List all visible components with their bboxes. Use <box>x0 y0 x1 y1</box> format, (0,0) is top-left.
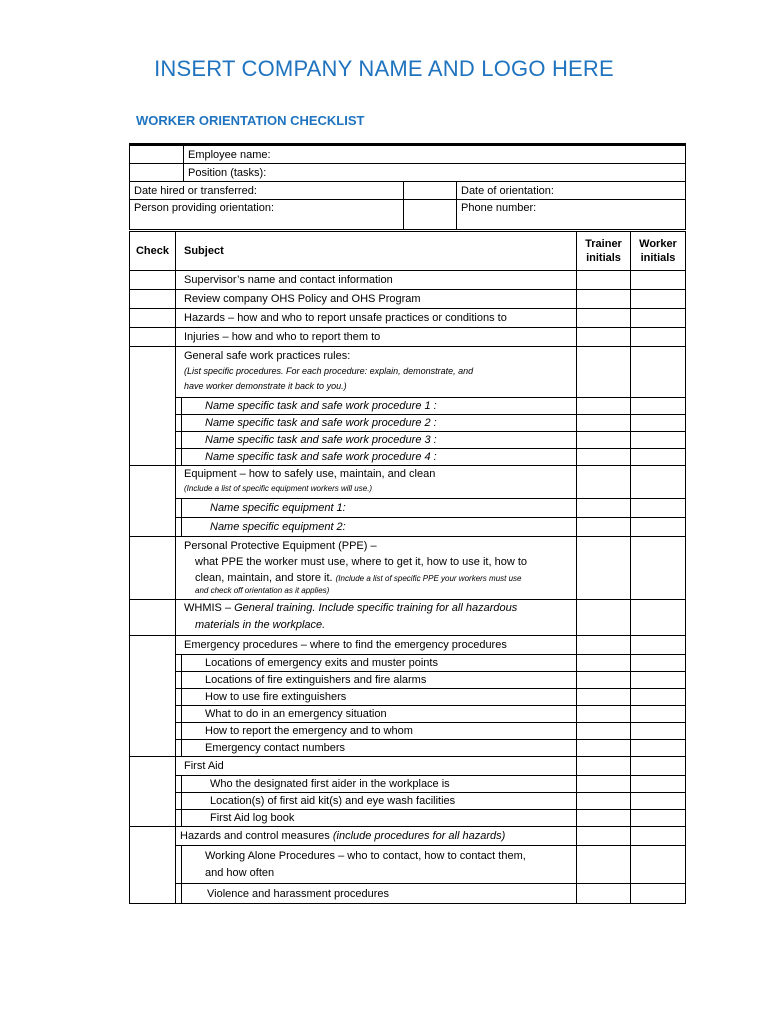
subject-fa-who: Who the designated first aider in the workplace is <box>210 778 450 790</box>
subject-cell <box>176 600 577 636</box>
worker-initials-cell[interactable] <box>631 309 686 328</box>
ppe-note-line2: and check off orientation as it applies) <box>195 586 330 595</box>
worker-initials-cell[interactable] <box>631 415 686 432</box>
trainer-initials-cell[interactable] <box>577 449 631 466</box>
employee-name-field[interactable] <box>184 145 686 164</box>
worker-initials-cell[interactable] <box>631 689 686 706</box>
subject-cell <box>182 518 577 537</box>
subject-cell <box>182 499 577 518</box>
worker-initials-cell[interactable] <box>631 810 686 827</box>
table-row <box>130 415 686 432</box>
table-row <box>130 309 686 328</box>
trainer-initials-cell[interactable] <box>577 655 631 672</box>
trainer-initials-cell[interactable] <box>577 636 631 655</box>
subject-cell <box>182 846 577 884</box>
worker-initials-cell[interactable] <box>631 398 686 415</box>
table-row <box>130 290 686 309</box>
subject-violence: Violence and harassment procedures <box>207 887 390 900</box>
table-row <box>130 723 686 740</box>
subject-cell <box>176 636 577 655</box>
worker-initials-cell[interactable] <box>631 655 686 672</box>
general-rules-note-line2: have worker demonstrate it back to you.) <box>184 381 347 391</box>
employee-name-label: Employee name: <box>188 148 271 161</box>
worker-initials-cell[interactable] <box>631 723 686 740</box>
trainer-initials-cell[interactable] <box>577 518 631 537</box>
table-row <box>130 655 686 672</box>
whmis-line2: materials in the workplace. <box>195 619 326 631</box>
worker-initials-cell[interactable] <box>631 290 686 309</box>
subject-injuries: Injuries – how and who to report them to <box>184 331 381 343</box>
trainer-initials-header <box>577 232 631 271</box>
table-row <box>130 689 686 706</box>
check-cell[interactable] <box>130 537 176 600</box>
subject-equipment-1: Name specific equipment 1: <box>210 502 346 514</box>
subject-cell <box>182 398 577 415</box>
subject-cell <box>176 537 577 600</box>
trainer-initials-cell[interactable] <box>577 689 631 706</box>
subject-supervisor: Supervisor’s name and contact information <box>184 274 393 286</box>
trainer-initials-cell[interactable] <box>577 757 631 776</box>
worker-initials-cell[interactable] <box>631 672 686 689</box>
date-orientation-label: Date of orientation: <box>461 184 554 197</box>
person-providing-label: Person providing orientation: <box>130 200 404 230</box>
worker-initials-cell[interactable] <box>631 827 686 846</box>
worker-initials-cell[interactable] <box>631 793 686 810</box>
date-hired-field[interactable] <box>404 182 457 200</box>
trainer-initials-cell[interactable] <box>577 290 631 309</box>
table-row <box>130 449 686 466</box>
trainer-initials-cell[interactable] <box>577 398 631 415</box>
subject-equipment-2: Name specific equipment 2: <box>210 521 346 533</box>
worker-initials-cell[interactable] <box>631 740 686 757</box>
orientation-checklist-table <box>129 231 686 904</box>
subject-cell <box>182 810 577 827</box>
subject-cell <box>176 290 577 309</box>
worker-initials-cell[interactable] <box>631 636 686 655</box>
check-cell[interactable] <box>130 309 176 328</box>
worker-initials-cell[interactable] <box>631 776 686 793</box>
subject-cell <box>176 309 577 328</box>
trainer-initials-cell[interactable] <box>577 776 631 793</box>
trainer-initials-cell[interactable] <box>577 347 631 398</box>
subject-cell <box>176 347 577 398</box>
trainer-initials-cell[interactable] <box>577 723 631 740</box>
table-row <box>130 537 686 600</box>
trainer-header-line2: initials <box>586 252 621 264</box>
table-row <box>130 757 686 776</box>
table-row <box>130 328 686 347</box>
worker-initials-cell[interactable] <box>631 706 686 723</box>
subject-task-3: Name specific task and safe work procedure 3 : <box>205 434 437 446</box>
table-row <box>130 846 686 884</box>
subject-hazards-report: Hazards – how and who to report unsafe practices or conditions to <box>184 312 507 324</box>
subject-ohs-policy: Review company OHS Policy and OHS Program <box>184 293 421 305</box>
date-orientation-field[interactable] <box>457 182 686 200</box>
table-row <box>130 636 686 655</box>
subject-cell <box>182 723 577 740</box>
person-providing-field[interactable] <box>404 200 457 230</box>
check-cell[interactable] <box>130 328 176 347</box>
subject-hazards-control: Hazards and control measures <box>180 830 330 842</box>
worker-initials-cell[interactable] <box>631 884 686 904</box>
hazards-control-note: (include procedures for all hazards) <box>332 830 506 842</box>
table-row <box>130 793 686 810</box>
worker-header-line2: initials <box>640 252 676 264</box>
subject-cell <box>176 271 577 290</box>
worker-initials-cell[interactable] <box>631 757 686 776</box>
table-row <box>130 432 686 449</box>
trainer-initials-cell[interactable] <box>577 810 631 827</box>
trainer-initials-cell[interactable] <box>577 537 631 600</box>
table-row <box>130 600 686 636</box>
subject-cell <box>182 706 577 723</box>
worker-initials-cell[interactable] <box>631 466 686 499</box>
table-row <box>130 466 686 499</box>
trainer-initials-cell[interactable] <box>577 793 631 810</box>
table-row <box>130 827 686 846</box>
employee-info-table <box>129 143 686 230</box>
worker-initials-cell[interactable] <box>631 600 686 636</box>
subject-task-4: Name specific task and safe work procedure 4 : <box>205 451 437 463</box>
company-name-placeholder: INSERT COMPANY NAME AND LOGO HERE <box>154 56 614 81</box>
trainer-initials-cell[interactable] <box>577 672 631 689</box>
blank-cell <box>130 164 184 182</box>
trainer-initials-cell[interactable] <box>577 706 631 723</box>
worker-initials-cell[interactable] <box>631 449 686 466</box>
subject-alone-line2: and how often <box>205 867 275 879</box>
check-cell[interactable] <box>130 600 176 636</box>
check-cell[interactable] <box>130 636 176 757</box>
subject-equipment: Equipment – how to safely use, maintain, and clean <box>184 468 436 480</box>
subject-em-contacts: Emergency contact numbers <box>205 742 346 754</box>
check-cell[interactable] <box>130 827 176 904</box>
phone-label: Phone number: <box>461 202 537 214</box>
table-row <box>130 347 686 398</box>
trainer-initials-cell[interactable] <box>577 827 631 846</box>
trainer-initials-cell[interactable] <box>577 740 631 757</box>
subject-cell <box>182 432 577 449</box>
subject-fa-log: First Aid log book <box>210 812 295 824</box>
ppe-note-line1: (Include a list of specific PPE your workers must use <box>335 574 522 583</box>
subject-general-rules: General safe work practices rules: <box>184 350 351 362</box>
position-label: Position (tasks): <box>188 166 267 179</box>
table-row <box>130 518 686 537</box>
table-row <box>130 884 686 904</box>
date-hired-label: Date hired or transferred: <box>130 182 404 200</box>
document-title: WORKER ORIENTATION CHECKLIST <box>136 113 365 128</box>
worker-initials-cell[interactable] <box>631 518 686 537</box>
worker-initials-cell[interactable] <box>631 347 686 398</box>
subject-cell <box>182 793 577 810</box>
subject-cell <box>182 672 577 689</box>
trainer-initials-cell[interactable] <box>577 466 631 499</box>
trainer-initials-cell[interactable] <box>577 271 631 290</box>
subject-cell <box>176 757 577 776</box>
subject-emergency: Emergency procedures – where to find the emergency procedures <box>184 639 507 651</box>
trainer-initials-cell[interactable] <box>577 499 631 518</box>
worker-header-line1: Worker <box>639 238 677 250</box>
subject-ppe-line3: clean, maintain, and store it. <box>195 572 333 584</box>
table-row <box>130 271 686 290</box>
trainer-initials-cell[interactable] <box>577 328 631 347</box>
subject-first-aid: First Aid <box>184 760 224 772</box>
check-cell[interactable] <box>130 466 176 537</box>
equipment-note: (Include a list of specific equipment workers will use.) <box>184 484 373 493</box>
subject-whmis-label: WHMIS – <box>184 602 232 614</box>
trainer-initials-cell[interactable] <box>577 884 631 904</box>
subject-cell <box>182 449 577 466</box>
check-cell[interactable] <box>130 290 176 309</box>
subject-em-what: What to do in an emergency situation <box>205 708 387 720</box>
trainer-header-line1: Trainer <box>585 238 622 250</box>
phone-field[interactable] <box>457 200 686 230</box>
subject-task-2: Name specific task and safe work procedure 2 : <box>205 417 437 429</box>
subject-column-header <box>176 232 577 271</box>
subject-alone-line1: Working Alone Procedures – who to contact, how to contact them, <box>205 850 526 862</box>
subject-cell <box>182 689 577 706</box>
subject-em-use: How to use fire extinguishers <box>205 691 347 703</box>
subject-em-fire: Locations of fire extinguishers and fire alarms <box>205 674 427 686</box>
subject-em-exits: Locations of emergency exits and muster points <box>205 657 438 669</box>
trainer-initials-cell[interactable] <box>577 432 631 449</box>
table-row <box>130 499 686 518</box>
check-cell[interactable] <box>130 757 176 827</box>
table-row <box>130 706 686 723</box>
subject-cell <box>182 415 577 432</box>
subject-header-label: Subject <box>184 245 224 257</box>
table-row <box>130 398 686 415</box>
subject-cell <box>176 827 577 846</box>
subject-ppe-line2: what PPE the worker must use, where to get it, how to use it, how to <box>195 556 527 568</box>
subject-cell <box>182 884 577 904</box>
worker-initials-cell[interactable] <box>631 328 686 347</box>
worker-initials-cell[interactable] <box>631 499 686 518</box>
table-row <box>130 672 686 689</box>
check-cell[interactable] <box>130 347 176 466</box>
worker-initials-cell[interactable] <box>631 271 686 290</box>
worker-initials-cell[interactable] <box>631 537 686 600</box>
check-column-header: Check <box>130 232 176 271</box>
blank-cell <box>130 145 184 164</box>
trainer-initials-cell[interactable] <box>577 415 631 432</box>
worker-initials-cell[interactable] <box>631 846 686 884</box>
worker-initials-header <box>631 232 686 271</box>
trainer-initials-cell[interactable] <box>577 600 631 636</box>
check-cell[interactable] <box>130 271 176 290</box>
subject-fa-kits: Location(s) of first aid kit(s) and eye wash facilities <box>210 795 456 807</box>
subject-em-report: How to report the emergency and to whom <box>205 725 413 737</box>
trainer-initials-cell[interactable] <box>577 846 631 884</box>
table-row <box>130 776 686 793</box>
general-rules-note-line1: (List specific procedures. For each procedure: explain, demonstrate, and <box>184 366 474 376</box>
subject-ppe-line1: Personal Protective Equipment (PPE) – <box>184 540 377 552</box>
subject-cell <box>176 466 577 499</box>
trainer-initials-cell[interactable] <box>577 309 631 328</box>
subject-cell <box>176 328 577 347</box>
subject-cell <box>182 740 577 757</box>
position-field[interactable] <box>184 164 686 182</box>
table-row <box>130 740 686 757</box>
subject-cell <box>182 655 577 672</box>
table-row <box>130 810 686 827</box>
whmis-line1: General training. Include specific training for all hazardous <box>234 602 518 614</box>
subject-task-1: Name specific task and safe work procedure 1 : <box>205 400 437 412</box>
subject-cell <box>182 776 577 793</box>
worker-initials-cell[interactable] <box>631 432 686 449</box>
